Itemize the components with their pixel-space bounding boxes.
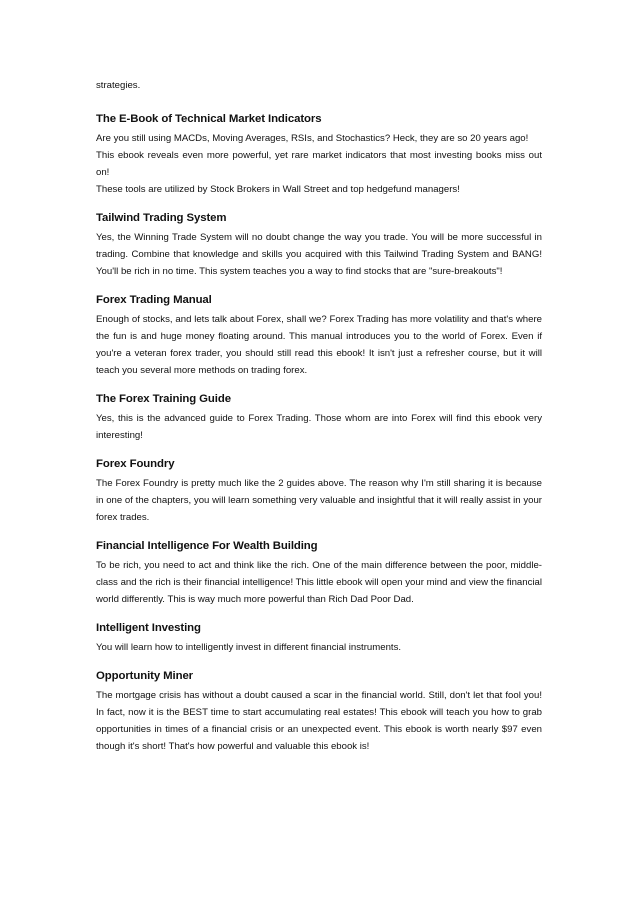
section-title: Forex Trading Manual [96,294,212,306]
section-tailwind-trading [96,211,542,280]
section-technical-indicators [96,112,542,198]
section-financial-intelligence [96,539,542,608]
section-forex-foundry [96,457,542,526]
section-paragraph: You will learn how to intelligently invest in different financial instruments. [96,642,402,653]
document-page [96,79,542,768]
section-paragraph: These tools are utilized by Stock Brokers in Wall Street and top hedgefund managers! [96,184,460,195]
section-paragraph: Are you still using MACDs, Moving Averages, RSIs, and Stochastics? Heck, they are so 20 years ago! [96,133,529,144]
section-paragraph: Yes, the Winning Trade System will no doubt change the way you trade. You will be more successful in trading. Combine that knowledge and skills you acquired with this Tailwind Trading System and BANG! You'll be rich in no time. This system teaches you a way to find stocks that are "sure-breakouts"! [96,232,542,277]
section-title: The E-Book of Technical Market Indicators [96,113,322,125]
section-intelligent-investing [96,621,542,656]
section-paragraph: The mortgage crisis has without a doubt caused a scar in the financial world. Still, don't let that fool you! In fact, now it is the BEST time to start accumulating real estates! This ebook will teach you how to grab opportunities in times of a financial crisis or an unexpected event. This ebook is worth nearly $97 even though it's short! That's how powerful and valuable this ebook is! [96,690,542,752]
section-opportunity-miner [96,669,542,755]
section-title: The Forex Training Guide [96,393,231,405]
section-paragraph: This ebook reveals even more powerful, yet rare market indicators that most investing books miss out on! [96,150,542,178]
section-title: Tailwind Trading System [96,212,227,224]
section-paragraph: Enough of stocks, and lets talk about Forex, shall we? Forex Trading has more volatility and that's where the fun is and huge money floating around. This manual introduces you to the world of Forex. Even if you're a veteran forex trader, you should still read this ebook! It isn't just a refresher course, but it will teach you several more methods on trading forex. [96,314,542,376]
section-title: Financial Intelligence For Wealth Building [96,540,318,552]
section-paragraph: The Forex Foundry is pretty much like the 2 guides above. The reason why I'm still sharing it is because in one of the chapters, you will learn something very valuable and insightful that it will really assist in your forex trades. [96,478,542,523]
lead-text: strategies. [96,80,141,91]
section-title: Opportunity Miner [96,670,194,682]
section-paragraph: Yes, this is the advanced guide to Forex Trading. Those whom are into Forex will find this ebook very interesting! [96,413,542,441]
section-title: Forex Foundry [96,458,175,470]
section-forex-training-guide [96,392,542,444]
section-paragraph: To be rich, you need to act and think like the rich. One of the main difference between the poor, middle-class and the rich is their financial intelligence! This little ebook will open your mind and view the financial world differently. This is way much more powerful than Rich Dad Poor Dad. [96,560,542,605]
section-forex-manual [96,293,542,379]
section-title: Intelligent Investing [96,622,201,634]
